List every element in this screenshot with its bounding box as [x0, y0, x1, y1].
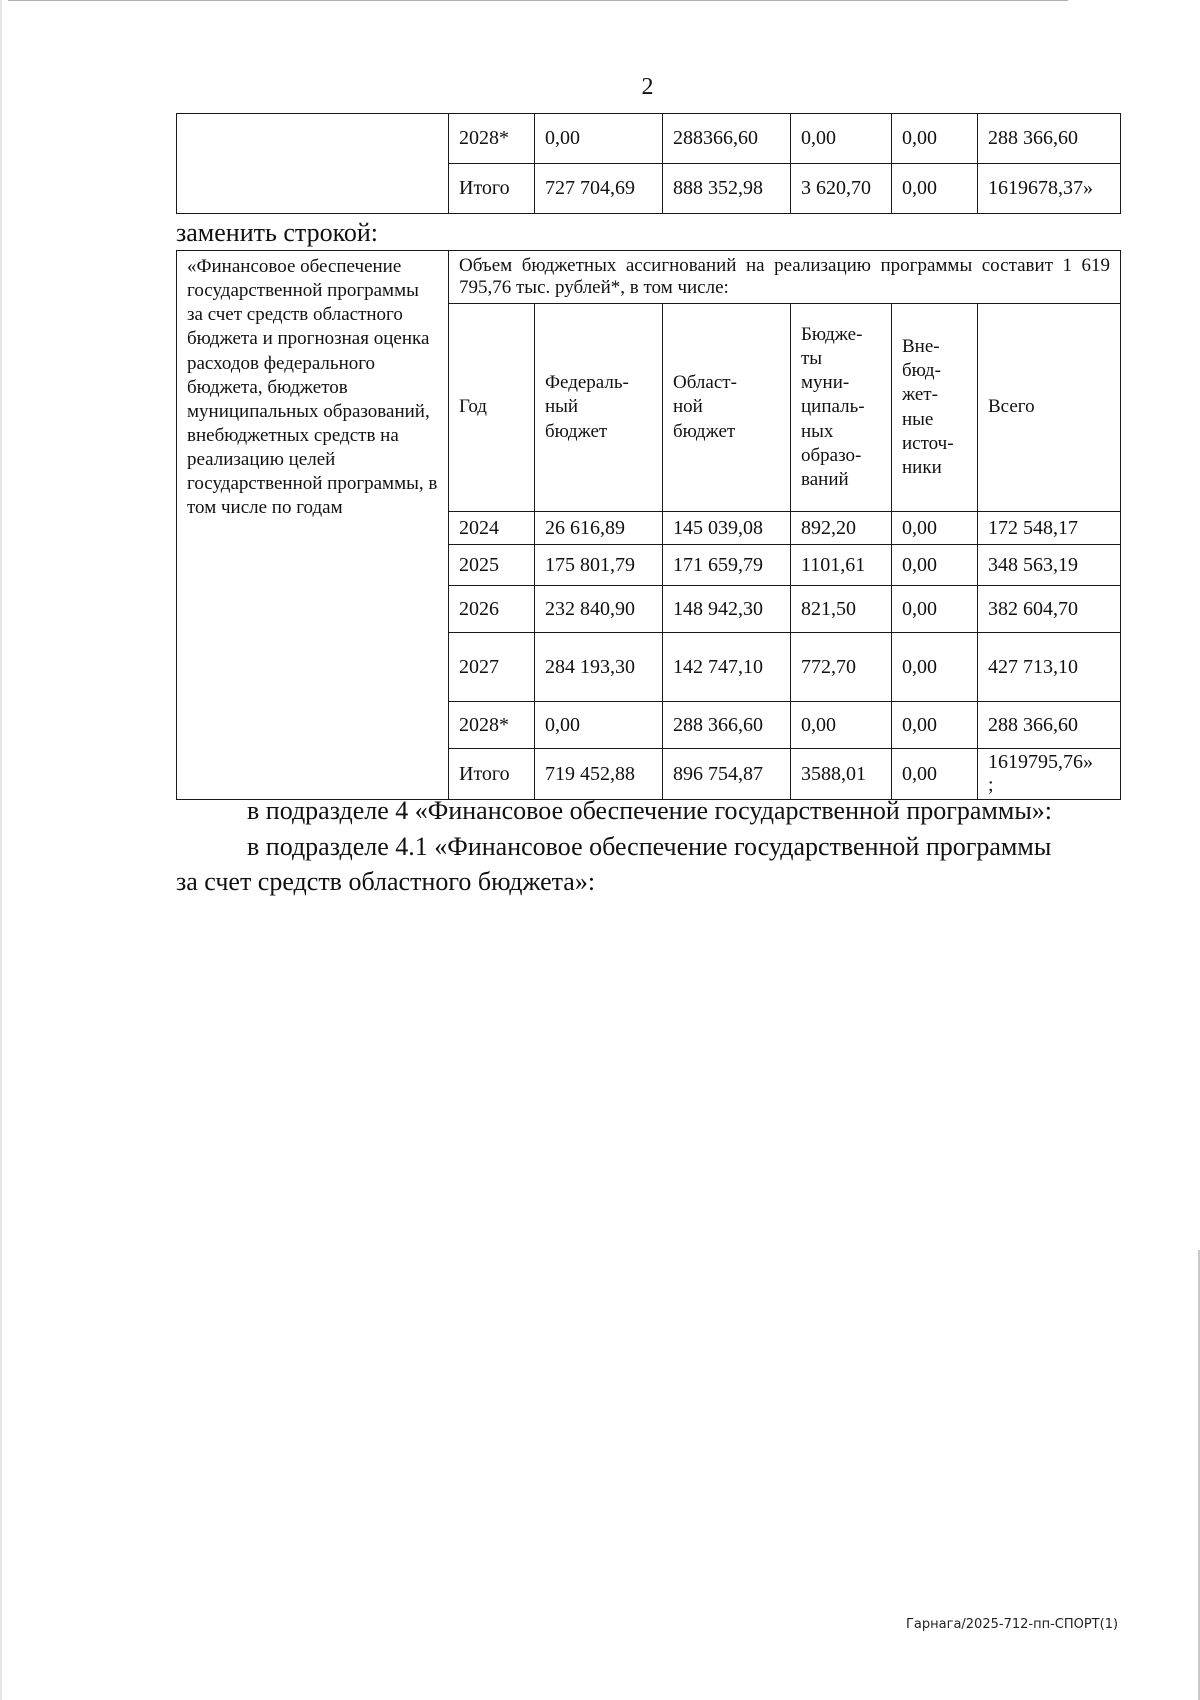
header-regional: Област- ной бюджет: [663, 304, 791, 512]
regional-cell: 142 747,10: [663, 633, 791, 702]
total-cell: 382 604,70: [978, 586, 1121, 633]
paragraph-line: за счет средств областного бюджета»:: [176, 866, 596, 896]
federal-cell: 175 801,79: [535, 545, 663, 586]
federal-cell: 719 452,88: [535, 749, 663, 800]
scan-edge-top: [8, 0, 1068, 1]
federal-cell: 0,00: [535, 702, 663, 749]
extra-cell: 0,00: [892, 164, 978, 214]
federal-cell: 0,00: [535, 114, 663, 164]
municipal-cell: 821,50: [791, 586, 892, 633]
header-extra: Вне- бюд- жет- ные источ- ники: [892, 304, 978, 512]
regional-cell: 288 366,60: [663, 702, 791, 749]
regional-cell: 288366,60: [663, 114, 791, 164]
total-cell: 348 563,19: [978, 545, 1121, 586]
year-cell: 2028*: [449, 114, 535, 164]
empty-description-cell: [177, 114, 449, 214]
total-cell: 288 366,60: [978, 702, 1121, 749]
scan-edge-left: [0, 0, 2, 1700]
document-code: Гарнага/2025-712-пп-СПОРТ(1): [906, 1617, 1119, 1632]
total-cell: 1619678,37»: [978, 164, 1121, 214]
federal-cell: 727 704,69: [535, 164, 663, 214]
replace-label: заменить строкой:: [176, 218, 379, 247]
municipal-cell: 0,00: [791, 114, 892, 164]
paragraph-subsection-4: в подразделе 4 «Финансовое обеспечение государственной программы»:: [247, 796, 1053, 825]
municipal-cell: 1101,61: [791, 545, 892, 586]
paragraph-subsection-4-1: [176, 830, 1120, 900]
regional-cell: 145 039,08: [663, 512, 791, 545]
year-cell: 2028*: [449, 702, 535, 749]
table-row: [177, 114, 1121, 164]
continuation-table: [176, 113, 1121, 214]
municipal-cell: 892,20: [791, 512, 892, 545]
regional-cell: 896 754,87: [663, 749, 791, 800]
regional-cell: 888 352,98: [663, 164, 791, 214]
extra-cell: 0,00: [892, 545, 978, 586]
year-cell: 2025: [449, 545, 535, 586]
header-year: Год: [449, 304, 535, 512]
header-total: Всего: [978, 304, 1121, 512]
total-cell: 288 366,60: [978, 114, 1121, 164]
federal-cell: 232 840,90: [535, 586, 663, 633]
year-cell: Итого: [449, 749, 535, 800]
table-row: [177, 251, 1121, 304]
year-cell: 2024: [449, 512, 535, 545]
municipal-cell: 0,00: [791, 702, 892, 749]
page-number: 2: [641, 74, 654, 100]
total-cell: 427 713,10: [978, 633, 1121, 702]
regional-cell: 171 659,79: [663, 545, 791, 586]
municipal-cell: 3 620,70: [791, 164, 892, 214]
extra-cell: 0,00: [892, 512, 978, 545]
year-cell: 2026: [449, 586, 535, 633]
extra-cell: 0,00: [892, 702, 978, 749]
year-cell: Итого: [449, 164, 535, 214]
municipal-cell: 3588,01: [791, 749, 892, 800]
extra-cell: 0,00: [892, 586, 978, 633]
extra-cell: 0,00: [892, 114, 978, 164]
intro-cell: Объем бюджетных ассигнований на реализацию программы составит 1 619 795,76 тыс. рублей*, в том числе:: [449, 251, 1121, 304]
total-cell: 1619795,76» ;: [978, 749, 1121, 800]
paragraph-line: в подразделе 4.1 «Финансовое обеспечение государственной программы: [247, 832, 1052, 861]
financing-table: [176, 250, 1121, 800]
header-municipal: Бюдже- ты муни- ципаль- ных образо- ваний: [791, 304, 892, 512]
federal-cell: 284 193,30: [535, 633, 663, 702]
extra-cell: 0,00: [892, 749, 978, 800]
municipal-cell: 772,70: [791, 633, 892, 702]
header-federal: Федераль- ный бюджет: [535, 304, 663, 512]
regional-cell: 148 942,30: [663, 586, 791, 633]
description-cell: «Финансовое обеспечение государственной программы за счет средств областного бюджета и прогнозная оценка расходов федерального бюджета, бюджетов муниципальных образований, внебюджетных средств на реализацию целей государственной программы, в том числе по годам: [177, 251, 449, 800]
total-cell: 172 548,17: [978, 512, 1121, 545]
federal-cell: 26 616,89: [535, 512, 663, 545]
year-cell: 2027: [449, 633, 535, 702]
extra-cell: 0,00: [892, 633, 978, 702]
